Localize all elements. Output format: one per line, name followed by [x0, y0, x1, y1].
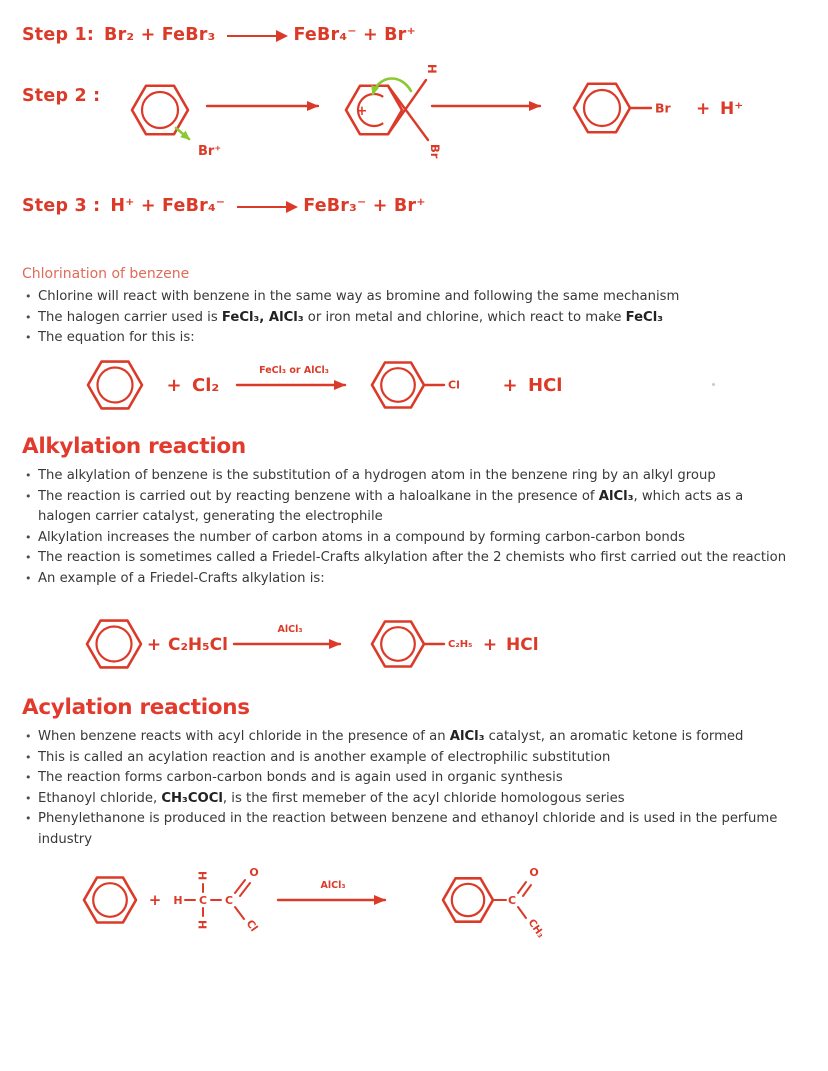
reaction-arrow — [227, 35, 277, 38]
bullet-item — [22, 487, 800, 528]
proton-label: H⁺ — [720, 99, 744, 119]
chlorination-heading: Chlorination of benzene — [22, 266, 190, 282]
step1-lhs: Br₂ + FeBr₃ — [104, 25, 216, 45]
plus-sign: + — [166, 375, 182, 396]
aromatic-circle — [98, 368, 133, 403]
bullet-text: The equation for this is: — [38, 330, 195, 346]
bullet-text: The alkylation of benzene is the substitution of a hydrogen atom in the benzene ring by an alkyl group — [38, 468, 716, 483]
bullet-item — [22, 789, 800, 810]
bullet-item — [22, 569, 800, 590]
chlorobenzene-molecule — [372, 363, 460, 408]
carbon-label: C — [507, 894, 517, 907]
bullet-item — [22, 748, 800, 769]
phenylethanone-structure — [443, 866, 546, 940]
step1-label: Step 1: — [22, 25, 95, 45]
aromatic-circle — [97, 627, 132, 662]
benzene-molecule — [132, 86, 188, 135]
step3-rhs: FeBr₃⁻ + Br⁺ — [303, 196, 426, 216]
bullet-item — [22, 308, 800, 329]
chlorine-label: Cl — [243, 917, 260, 934]
bullet-item — [22, 287, 800, 308]
carbon-label: C — [224, 894, 234, 907]
step2-label: Step 2 : — [22, 86, 101, 106]
catalyst-label: FeCl₃ or AlCl₃ — [259, 365, 329, 376]
bullet-item — [22, 528, 800, 549]
step1-equation — [22, 25, 416, 45]
arenium-intermediate — [346, 64, 442, 159]
bromine-label: Br — [428, 144, 442, 159]
ethyl-substituent-label: C₂H₅ — [448, 639, 473, 650]
bullet-item — [22, 466, 800, 487]
reaction-arrow — [237, 206, 287, 209]
alkylation-bullet-list — [22, 466, 800, 590]
bullet-text: Ethanoyl chloride, CH₃COCl, is the first memeber of the acyl chloride homologous series — [38, 790, 625, 806]
bond-to-bromine — [388, 86, 428, 140]
hydrogen-label: H — [425, 64, 439, 74]
bullet-item — [22, 727, 800, 748]
aromatic-circle — [584, 90, 620, 126]
benzene-hexagon — [88, 362, 142, 409]
chlorination-section — [22, 266, 808, 349]
bullet-text: Alkylation increases the number of carbon atoms in a compound by forming carbon-carbon bonds — [38, 529, 686, 545]
hcl-byproduct-label: HCl — [506, 635, 539, 655]
step1-rhs: FeBr₄⁻ + Br⁺ — [293, 25, 416, 45]
methyl-label: CH₃ — [525, 917, 547, 941]
bullet-text: The halogen carrier used is FeCl₃, AlCl₃ or iron metal and chlorine, which react to make FeCl₃ — [38, 309, 664, 325]
plus-sign: + — [696, 99, 711, 119]
acylation-bullet-list — [22, 727, 800, 851]
benzene-molecule — [88, 362, 142, 409]
bullet-text: The reaction is sometimes called a Friedel-Crafts alkylation after the 2 chemists who first carried out the reaction — [38, 550, 787, 566]
hydrogen-label: H — [195, 920, 209, 930]
acylation-equation-diagram — [78, 845, 618, 960]
hydrogen-label: H — [173, 894, 183, 907]
step3-equation — [22, 196, 426, 216]
stray-mark — [712, 383, 715, 386]
bullet-item — [22, 548, 800, 569]
bond — [235, 907, 244, 919]
bullet-text: When benzene reacts with acyl chloride in the presence of an AlCl₃ catalyst, an aromatic ketone is formed — [38, 729, 744, 744]
chlorine-reagent-label: Cl₂ — [192, 375, 220, 396]
chlorination-equation-diagram — [82, 346, 612, 426]
bullet-text: The reaction forms carbon-carbon bonds and is again used in organic synthesis — [38, 770, 563, 786]
acylation-section — [22, 695, 808, 851]
step2-row — [22, 86, 100, 106]
benzene-hexagon — [87, 621, 141, 668]
carbon-label: C — [198, 894, 208, 907]
aromatic-circle — [93, 883, 127, 917]
chloroethane-reagent-label: C₂H₅Cl — [168, 635, 228, 655]
aromatic-circle — [381, 368, 415, 402]
step2-mechanism-diagram — [110, 58, 770, 170]
hydrogen-label: H — [195, 871, 209, 881]
alkylation-section — [22, 434, 808, 590]
bromobenzene-molecule — [574, 84, 672, 133]
plus-sign: + — [482, 635, 498, 655]
plus-sign: + — [502, 375, 518, 396]
plus-sign: + — [146, 635, 162, 655]
hcl-byproduct-label: HCl — [528, 375, 563, 396]
cl-substituent-label: Cl — [448, 378, 460, 392]
bullet-text: The reaction is carried out by reacting benzene with a haloalkane in the presence of AlCl₃, which acts as a halogen carrier catalyst, generating the electrophile — [38, 488, 744, 525]
oxygen-label: O — [249, 866, 259, 879]
double-bond-line — [518, 882, 526, 893]
oxygen-label: O — [529, 866, 539, 879]
alkylation-heading: Alkylation reaction — [22, 434, 246, 459]
ethylbenzene-molecule — [372, 622, 472, 667]
chlorination-bullet-list — [22, 287, 800, 349]
bullet-text: An example of a Friedel-Crafts alkylation is: — [38, 570, 325, 586]
aromatic-circle — [381, 627, 415, 661]
aromatic-circle — [142, 92, 178, 128]
benzene-molecule — [84, 878, 136, 923]
bullet-text: Chlorine will react with benzene in the same way as bromine and following the same mechanism — [38, 289, 680, 304]
step3-lhs: H⁺ + FeBr₄⁻ — [110, 196, 226, 216]
electrophilic-attack-arrow — [176, 128, 189, 139]
step3-label: Step 3 : — [22, 196, 101, 216]
acylation-heading: Acylation reactions — [22, 695, 250, 720]
bullet-item — [22, 768, 800, 789]
bullet-text: This is called an acylation reaction and is another example of electrophilic substitution — [38, 749, 611, 765]
benzene-molecule — [87, 621, 141, 668]
catalyst-label: AlCl₃ — [320, 880, 346, 891]
bond-to-hydrogen — [388, 80, 426, 134]
bromide-electrophile-label: Br⁺ — [198, 144, 222, 159]
catalyst-label: AlCl₃ — [277, 624, 303, 635]
bullet-text: Phenylethanone is produced in the reaction between benzene and ethanoyl chloride and is used in the perfume industry — [38, 811, 778, 847]
ethanoyl-chloride-structure — [173, 866, 259, 934]
positive-charge: + — [356, 104, 368, 119]
bond — [518, 907, 526, 918]
plus-sign: + — [148, 891, 162, 909]
alkylation-equation-diagram — [82, 602, 612, 686]
double-bond-line — [523, 885, 531, 896]
aromatic-circle — [452, 884, 484, 916]
br-substituent-label: Br — [655, 100, 671, 116]
